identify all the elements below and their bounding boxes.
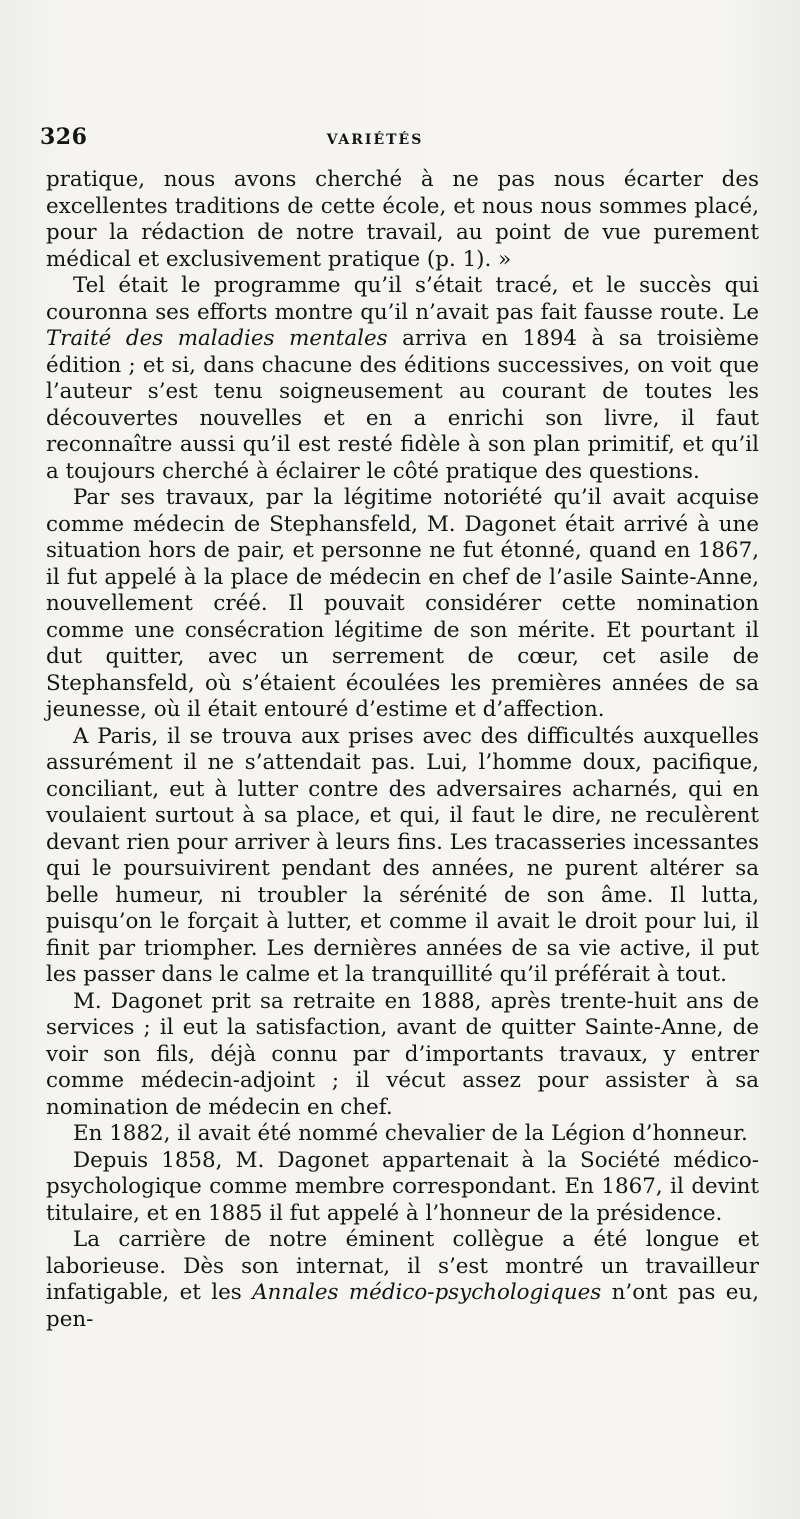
paragraph-7: Depuis 1858, M. Dagonet appartenait à la Société médico-psychologique comme membre correspondant. En 1867, il devint titulaire, et en 1885 il fut appelé à l’honneur de la présidence. [46,1147,759,1226]
paragraph-1: pratique, nous avons cherché à ne pas nous écarter des excellentes traditions de cette école, et nous nous sommes placé, pour la rédaction de notre travail, au point de vue purement médical et exclusivement pratique (p. 1). » [46,167,759,272]
paragraph-2-text-after: arriva en 1894 à sa troisième édition ; et si, dans chacune des éditions successives, on voit que l’auteur s’est tenu soigneusement au courant de toutes les découvertes nouvelles et en a enrichi son livre, il faut reconnaître aussi qu’il est resté fidèle à son plan primitif, et qu’il a toujours cherché à éclairer le côté pratique des questions. [46,326,759,484]
paragraph-8-text-after: n’ont pas eu, pen- [46,1280,760,1332]
page-number: 326 [40,124,88,150]
running-head: VARIÉTÉS [326,132,424,148]
journal-title-annales: Annales médico-psychologiques [252,1280,602,1305]
paragraph-3: Par ses travaux, par la légitime notoriété qu’il avait acquise comme médecin de Stephansfeld, M. Dagonet était arrivé à une situation hors de pair, et personne ne fut étonné, quand en 1867, il fut appelé à la place de médecin en chef de l’asile Sainte-Anne, nouvellement créé. Il pouvait considérer cette nomination comme une consécration légitime de son mérite. Et pourtant il dut quitter, avec un serrement de cœur, cet asile de Stephansfeld, où s’étaient écoulées les premières années de sa jeunesse, où il était entouré d’estime et d’affection. [46,485,759,722]
book-title-traite: Traité des maladies mentales [46,326,388,351]
paragraph-5: M. Dagonet prit sa retraite en 1888, après trente-huit ans de services ; il eut la satisfaction, avant de quitter Sainte-Anne, de voir son fils, déjà connu par d’importants travaux, y entrer comme médecin-adjoint ; il vécut assez pour assister à sa nomination de médecin en chef. [46,988,759,1120]
paragraph-8 [46,1227,759,1333]
paragraph-6: En 1882, il avait été nommé chevalier de la Légion d’honneur. [73,1121,748,1146]
body-text [46,167,759,1333]
paragraph-2-text-before: Tel était le programme qu’il s’était tracé, et le succès qui couronna ses efforts montre qu’il n’avait pas fait fausse route. Le [46,273,759,325]
paragraph-8-text-before: La carrière de notre éminent collègue a été longue et laborieuse. Dès son internat, il s’est montré un travailleur infatigable, et les [46,1227,759,1305]
page-header [40,124,750,154]
paragraph-4: A Paris, il se trouva aux prises avec des difficultés auxquelles assurément il ne s’attendait pas. Lui, l’homme doux, pacifique, conciliant, eut à lutter contre des adversaires acharnés, qui en voulaient surtout à sa place, et qui, il faut le dire, ne reculèrent devant rien pour arriver à leurs fins. Les tracasseries incessantes qui le poursuivirent pendant des années, ne purent altérer sa belle humeur, ni troubler la sérénité de son âme. Il lutta, puisqu’on le forçait à lutter, et comme il avait le droit pour lui, il finit par triompher. Les dernières années de sa vie active, il put les passer dans le calme et la tranquillité qu’il préférait à tout. [46,723,759,987]
paragraph-2 [46,273,759,485]
